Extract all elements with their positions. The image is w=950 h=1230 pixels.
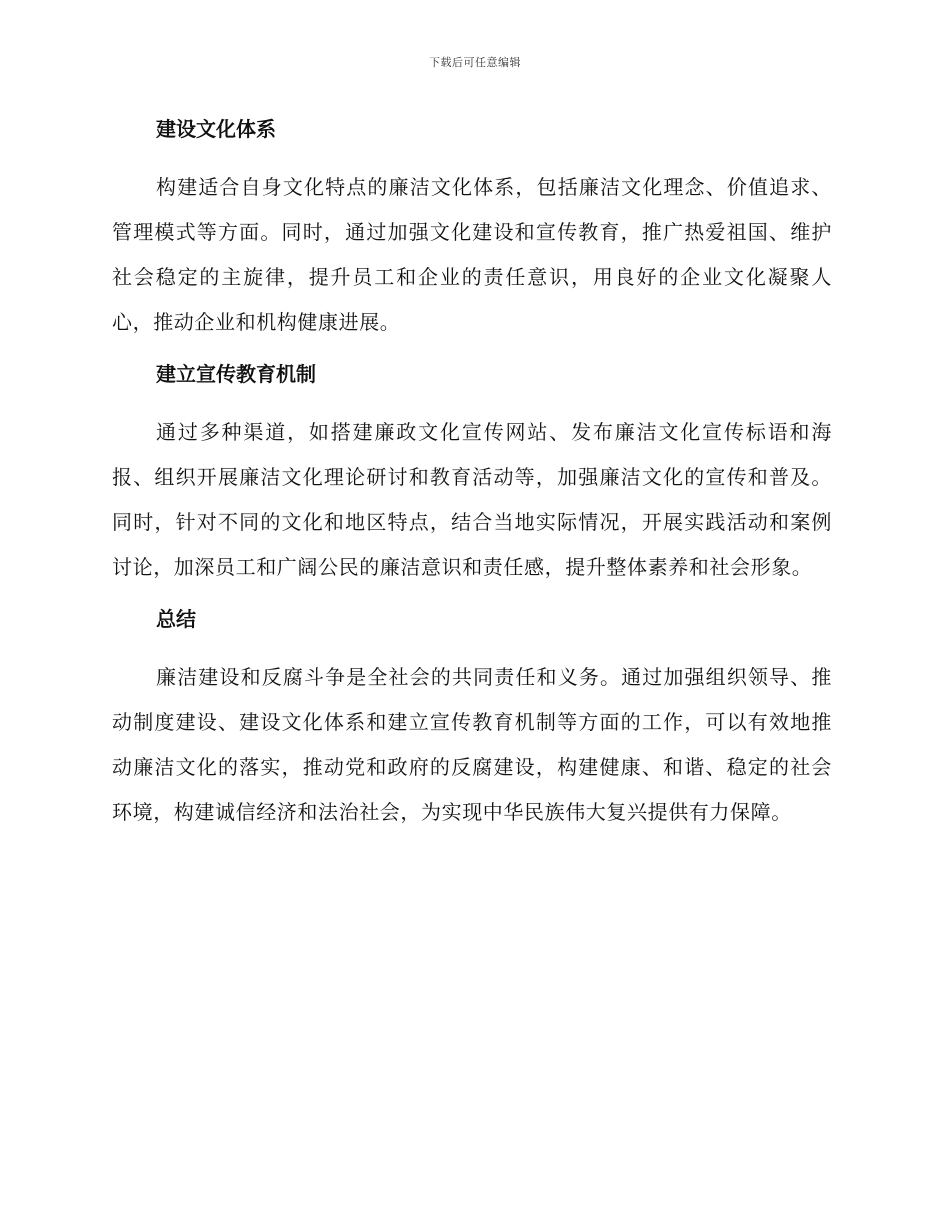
- section-heading-culture-system: 建设文化体系: [156, 117, 276, 141]
- document-body: [112, 111, 832, 835]
- section-paragraph-education-mechanism: 通过多种渠道，如搭建廉政文化宣传网站、发布廉洁文化宣传标语和海报、组织开展廉洁文化理论研讨和教育活动等，加强廉洁文化的宣传和普及。同时，针对不同的文化和地区特点，结合当地实际情况，开展实践活动和案例讨论，加深员工和广阔公民的廉洁意识和责任感，提升整体素养和社会形象。: [112, 420, 832, 579]
- section-paragraph-culture-system: 构建适合自身文化特点的廉洁文化体系，包括廉洁文化理念、价值追求、管理模式等方面。同时，通过加强文化建设和宣传教育，推广热爱祖国、维护社会稳定的主旋律，提升员工和企业的责任意识，用良好的企业文化凝聚人心，推动企业和机构健康进展。: [112, 175, 832, 334]
- page-header: 下载后可任意编辑: [429, 56, 521, 69]
- section-heading-education-mechanism: 建立宣传教育机制: [156, 362, 316, 386]
- section-heading-summary: 总结: [156, 607, 196, 631]
- section-paragraph-summary: 廉洁建设和反腐斗争是全社会的共同责任和义务。通过加强组织领导、推动制度建设、建设文化体系和建立宣传教育机制等方面的工作，可以有效地推动廉洁文化的落实，推动党和政府的反腐建设，构建健康、和谐、稳定的社会环境，构建诚信经济和法治社会，为实现中华民族伟大复兴提供有力保障。: [112, 665, 832, 824]
